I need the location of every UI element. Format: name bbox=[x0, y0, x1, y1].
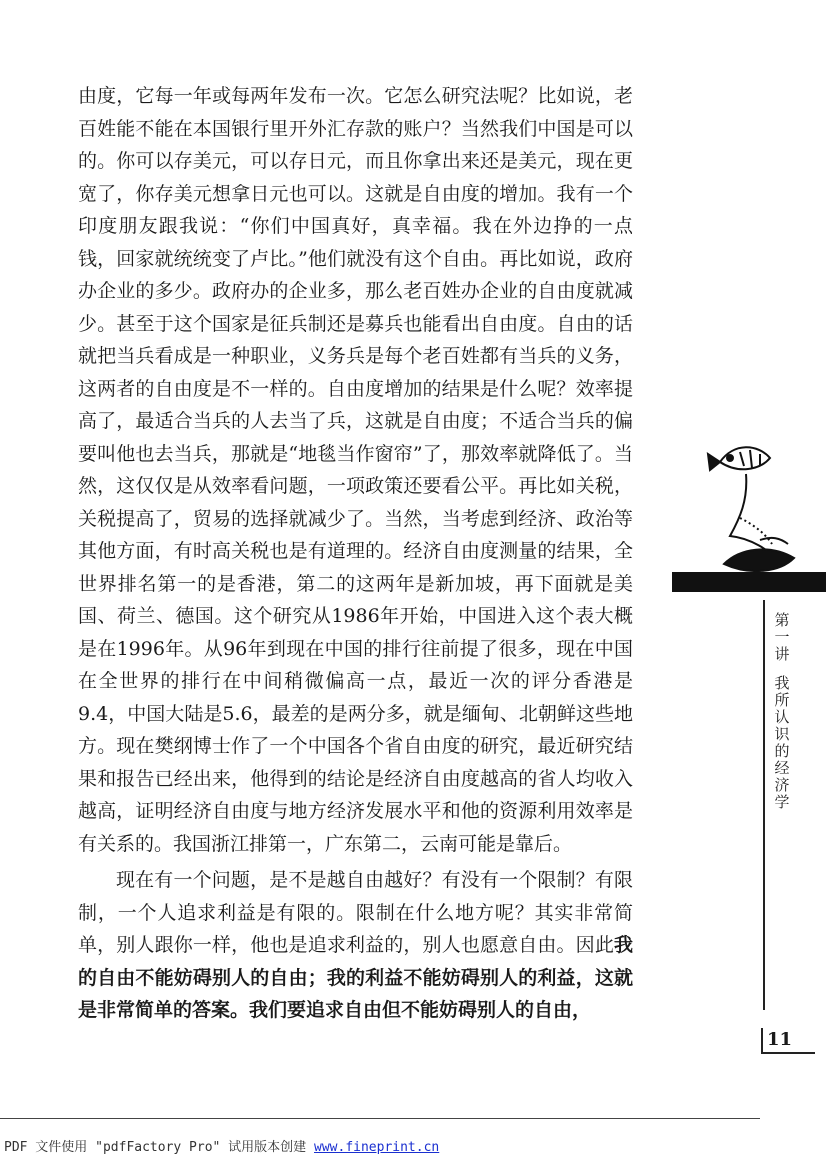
chapter-marker bbox=[771, 612, 793, 811]
margin-band bbox=[672, 572, 826, 592]
pdf-footer bbox=[4, 1136, 439, 1155]
footer-link[interactable]: www.fineprint.cn bbox=[314, 1140, 440, 1155]
footer-text: PDF 文件使用 "pdfFactory Pro" 试用版本创建 bbox=[4, 1140, 315, 1155]
paragraph-1: 由度，它每一年或每两年发布一次。它怎么研究法呢？比如说，老百姓能不能在本国银行里开外汇存款的账户？当然我们中国是可以的。你可以存美元，可以存日元，而且你拿出来还是美元，现在更宽了，你存美元想拿日元也可以。这就是自由度的增加。我有一个印度朋友跟我说：“你们中国真好，真幸福。我在外边挣的一点钱，回家就统统变了卢比。”他们就没有这个自由。再比如说，政府办企业的多少。政府办的企业多，那么老百姓办企业的自由度就减少。甚至于这个国家是征兵制还是募兵也能看出自由度。自由的话就把当兵看成是一种职业，义务兵是每个老百姓都有当兵的义务，这两者的自由度是不一样的。自由度增加的结果是什么呢？效率提高了，最适合当兵的人去当了兵，这就是自由度；不适合当兵的偏要叫他也去当兵，那就是“地毯当作窗帘”了，那效率就降低了。当然，这仅仅是从效率看问题，一项政策还要看公平。再比如关税，关税提高了，贸易的选择就减少了。当然，当考虑到经济、政治等其他方面，有时高关税也是有道理的。经济自由度测量的结果，全世界排名第一的是香港，第二的这两年是新加坡，再下面就是美国、荷兰、德国。这个研究从1986年开始，中国进入这个表大概是在1996年。从96年到现在中国的排行往前提了很多，现在中国在全世界的排行在中间稍微偏高一点，最近一次的评分香港是9.4，中国大陆是5.6，最差的是两分多，就是缅甸、北朝鲜这些地方。现在樊纲博士作了一个中国各个省自由度的研究，最近研究结果和报告已经出来，他得到的结论是经济自由度越高的省人均收入越高，证明经济自由度与地方经济发展水平和他的资源利用效率是有关系的。我国浙江排第一，广东第二，云南可能是靠后。 bbox=[78, 85, 633, 855]
margin-rule bbox=[763, 600, 765, 1010]
fish-ornament-icon bbox=[700, 440, 810, 580]
paragraph-2-normal: 现在有一个问题，是不是越自由越好？有没有一个限制？有限制，一个人追求利益是有限的。限制在什么地方呢？其实非常简单，别人跟你一样，他也是追求利益的，别人也愿意自由。因此 bbox=[78, 869, 633, 956]
page-number: 11 bbox=[761, 1028, 815, 1054]
footer-divider bbox=[0, 1118, 760, 1119]
chapter-title: 我 所 认 识 的 经 济 学 bbox=[774, 674, 790, 811]
paragraph-2 bbox=[78, 864, 633, 1027]
chapter-label: 第 一 讲 bbox=[774, 611, 790, 663]
body-text bbox=[78, 80, 633, 1027]
paragraph-2-bold: 我的自由不能妨碍别人的自由；我的利益不能妨碍别人的利益，这就是非常简单的答案。我们要追求自由但不能妨碍别人的自由， bbox=[78, 934, 633, 1021]
